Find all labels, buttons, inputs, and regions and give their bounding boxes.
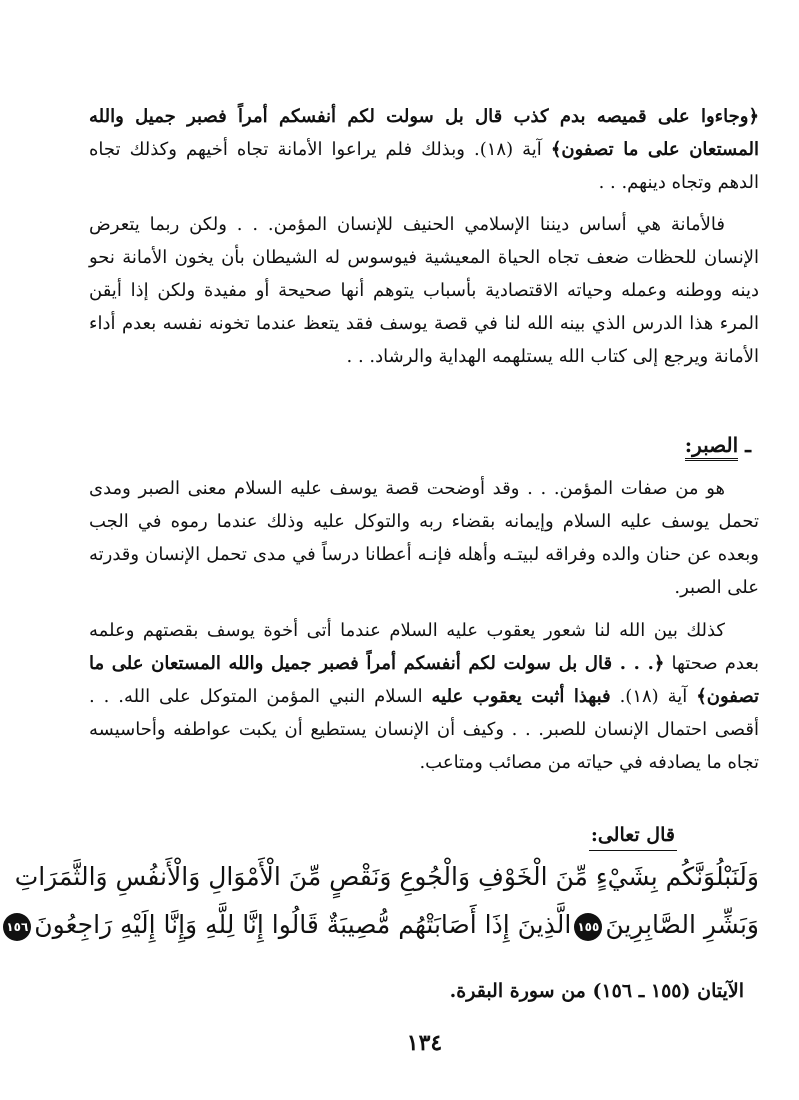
book-page xyxy=(6,0,799,1100)
bold-text: فبهذا أثبت يعقوب عليه xyxy=(431,686,611,707)
heading-title: الصبر: xyxy=(685,433,738,461)
paragraph-yaqub xyxy=(89,614,759,779)
paragraph-sabr: هو من صفات المؤمن. . . وقد أوضحت قصة يوسف عليه السلام معنى الصبر ومدى تحمل يوسف عليه السلام وإيمانه بقضاء ربه والتوكل عليه وذلك عندما رموه في الجب وبعده عن حنان والده وفراقه لبيتـه وأهله فإنـه أعطانا درساً في مدى تحمل الإنسان وقدرته على الصبر. xyxy=(89,478,759,598)
quran-verse-text: وَبَشِّرِ الصَّابِرِينَ xyxy=(605,910,759,939)
section-heading-sabr xyxy=(685,433,751,457)
ayah-number-icon: ١٥٥ xyxy=(574,913,602,941)
quran-intro: قال تعالى: xyxy=(589,822,677,851)
quran-quote-bold: ﴿وجاءوا على قميصه بدم كذب قال بل سولت لكم أنفسكم أمراً فصبر جميل والله المستعان على ما تصفون﴾ xyxy=(89,106,759,160)
quran-verse-line-2 xyxy=(6,910,759,941)
paragraph-text: السلام النبي المؤمن المتوكل على الله. . . أقصى احتمال الإنسان للصبر. . . وكيف أن الإنسان يستطيع أن يكبت عواطفه وأحاسيسه تجاه ما يصادفه في حياته من مصائب ومتاعب. xyxy=(89,686,759,773)
ayah-number-icon: ١٥٦ xyxy=(3,913,31,941)
paragraph-text: آية (١٨). وبذلك فلم يراعوا الأمانة تجاه أخيهم وكذلك تجاه الدهم وتجاه دينهم. . . xyxy=(89,139,759,193)
quran-verse-line-1: وَلَنَبْلُوَنَّكُم بِشَيْءٍ مِّنَ الْخَوْفِ وَالْجُوعِ وَنَقْصٍ مِّنَ الْأَمْوَالِ وَالْأَنفُسِ وَالثَّمَرَاتِ xyxy=(14,862,759,891)
heading-dash: ـ xyxy=(738,433,751,457)
paragraph-text: كذلك بين الله لنا شعور يعقوب عليه السلام عندما أتى أخوة يوسف بقصتهم وعلمه بعدم صحتها xyxy=(89,620,759,674)
verse-reference: آية (١٨). xyxy=(610,686,697,707)
paragraph-amanah: فالأمانة هي أساس ديننا الإسلامي الحنيف للإنسان المؤمن. . . ولكن ربما يتعرض الإنسان للحظات ضعف تجاه الحياة المعيشية فيوسوس له الشيطان بأن يخون الأمانة نحو دينه ووطنه وعمله وحياته الاقتصادية بأسباب يتوهم أنها صحيحة أو مفيدة ولكن إذا أيقن المرء هذا الدرس الذي بينه الله لنا في قصة يوسف فقد يتعظ عندما تخونه نفسه بعدم أداء الأمانة ويرجع إلى كتاب الله يستلهمه الهداية والرشاد. . . xyxy=(89,214,759,367)
quran-quote-bold: ﴿. . . قال بل سولت لكم أنفسكم أمراً فصبر جميل والله المستعان على ما تصفون﴾ xyxy=(89,653,759,707)
page-number: ١٣٤ xyxy=(406,1030,443,1056)
paragraph-quote-yusuf xyxy=(89,100,759,199)
verse-citation: الآيتان (١٥٥ ـ ١٥٦) من سورة البقرة. xyxy=(449,980,744,1002)
quran-verse-text: الَّذِينَ إِذَا أَصَابَتْهُم مُّصِيبَةٌ قَالُوا إِنَّا لِلَّهِ وَإِنَّا إِلَيْهِ رَاجِعُونَ xyxy=(34,910,572,939)
